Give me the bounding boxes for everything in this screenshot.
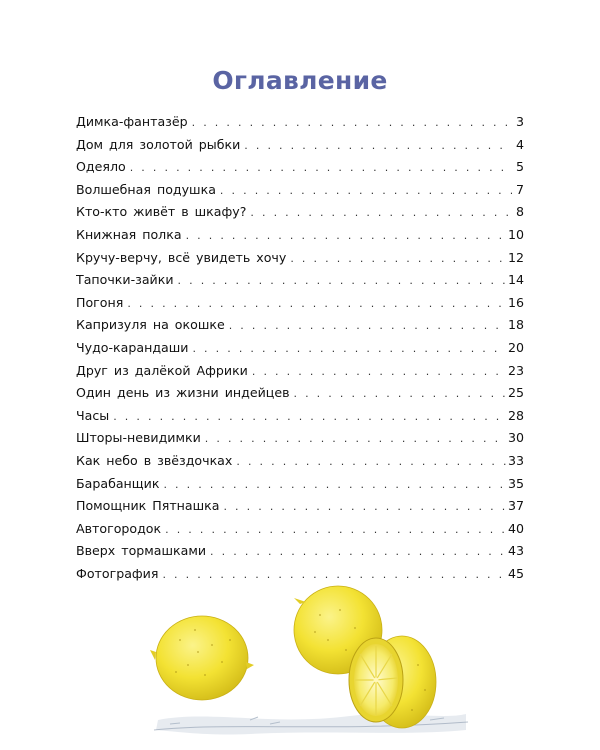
toc-entry[interactable] [76,292,524,315]
toc-entry[interactable] [76,224,524,247]
toc-entry-title: Капризуля на окошке [76,317,225,333]
toc-entry-title: Автогородок [76,520,162,536]
toc-entry-title: Кручу-верчу, всё увидеть хочу [76,249,287,265]
toc-entry-title: Волшебная подушка [76,181,216,197]
toc-dot-leader [113,406,506,428]
toc-entry-title: Друг из далёкой Африки [76,362,248,378]
toc-entry[interactable] [76,247,524,270]
toc-dot-leader [205,428,506,450]
toc-entry-page-number: 16 [507,294,524,310]
toc-entry-page-number: 12 [507,249,524,265]
toc-entry-page-number: 4 [515,136,524,152]
table-of-contents [76,111,524,585]
toc-entry-page-number: 25 [507,385,524,401]
toc-entry[interactable] [76,360,524,383]
toc-entry-title: Вверх тормашками [76,543,207,559]
toc-entry-page-number: 23 [507,362,524,378]
toc-entry-page-number: 20 [507,339,524,355]
toc-dot-leader [127,293,506,315]
toc-entry-page-number: 35 [507,475,524,491]
toc-entry[interactable] [76,111,524,134]
toc-dot-leader [220,180,512,202]
toc-entry[interactable] [76,314,524,337]
toc-entry[interactable] [76,134,524,157]
toc-dot-leader [165,519,506,541]
toc-dot-leader [210,541,506,563]
toc-entry[interactable] [76,156,524,179]
toc-entry[interactable] [76,179,524,202]
toc-dot-leader [130,157,512,179]
toc-entry-page-number: 7 [515,181,524,197]
toc-entry[interactable] [76,337,524,360]
toc-dot-leader [244,135,512,157]
toc-entry-page-number: 37 [507,498,524,514]
lemon-left [150,616,254,700]
toc-entry-title: Погоня [76,294,124,310]
toc-entry[interactable] [76,495,524,518]
toc-dot-leader [229,315,506,337]
toc-entry-page-number: 14 [507,272,524,288]
toc-dot-leader [250,202,512,224]
toc-entry[interactable] [76,518,524,541]
toc-entry-page-number: 45 [507,565,524,581]
toc-entry-page-number: 28 [507,407,524,423]
toc-entry-title: Книжная полка [76,226,182,242]
lemons-illustration [150,570,470,738]
toc-entry[interactable] [76,405,524,428]
toc-dot-leader [163,474,506,496]
toc-entry-title: Часы [76,407,110,423]
toc-entry-page-number: 8 [515,204,524,220]
toc-dot-leader [186,225,506,247]
toc-entry-title: Фотография [76,565,159,581]
toc-dot-leader [290,248,506,270]
toc-entry-title: Одеяло [76,159,126,175]
toc-entry[interactable] [76,201,524,224]
toc-dot-leader [178,270,506,292]
toc-entry-title: Шторы-невидимки [76,430,201,446]
toc-entry[interactable] [76,427,524,450]
page-title: Оглавление [212,66,388,95]
toc-entry-title: Барабанщик [76,475,160,491]
toc-entry[interactable] [76,269,524,292]
toc-entry-page-number: 43 [507,543,524,559]
toc-entry-page-number: 5 [515,159,524,175]
toc-entry-page-number: 10 [507,226,524,242]
toc-entry-page-number: 33 [507,452,524,468]
toc-entry-title: Тапочки-зайки [76,272,174,288]
lemon-half [349,638,403,722]
toc-dot-leader [223,496,506,518]
toc-entry[interactable] [76,473,524,496]
toc-dot-leader [192,338,506,360]
toc-entry-title: Один день из жизни индейцев [76,385,290,401]
toc-entry-title: Димка-фантазёр [76,114,188,129]
toc-dot-leader [192,112,512,134]
toc-entry[interactable] [76,450,524,473]
toc-entry-page-number: 18 [507,317,524,333]
toc-dot-leader [236,451,506,473]
toc-entry-title: Помощник Пятнашка [76,498,220,514]
toc-dot-leader [294,383,506,405]
toc-entry-title: Кто-кто живёт в шкафу? [76,204,247,220]
toc-dot-leader [252,361,506,383]
toc-entry-page-number: 3 [515,114,524,129]
toc-entry-page-number: 40 [507,520,524,536]
toc-entry-title: Дом для золотой рыбки [76,136,241,152]
toc-entry[interactable] [76,540,524,563]
toc-entry-page-number: 30 [507,430,524,446]
toc-entry-title: Чудо-карандаши [76,339,189,355]
toc-entry-title: Как небо в звёздочках [76,452,233,468]
toc-entry[interactable] [76,382,524,405]
